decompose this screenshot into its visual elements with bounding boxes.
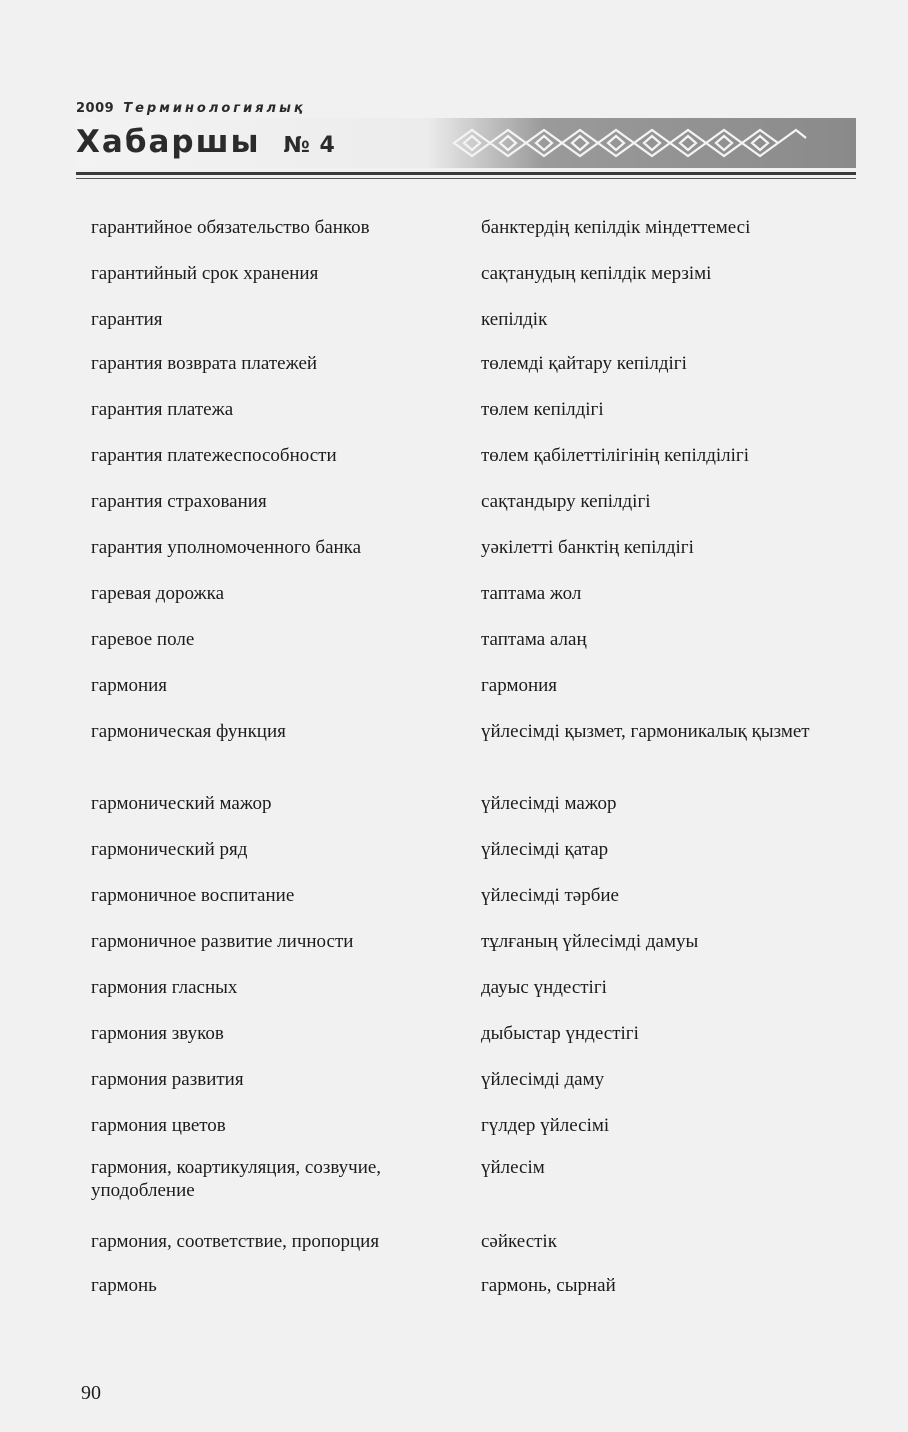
- term-russian: гарантия уполномоченного банка: [91, 537, 362, 558]
- header-year-series: [76, 101, 306, 116]
- journal-name: Хабаршы: [76, 124, 261, 160]
- term-kazakh: гармония: [481, 675, 558, 696]
- header-year: 2009: [76, 101, 115, 116]
- term-russian: гармоничное воспитание: [91, 885, 295, 906]
- term-kazakh: үйлесімді даму: [481, 1069, 605, 1090]
- term-kazakh: сақтандыру кепілдігі: [481, 491, 651, 512]
- term-russian: гармоничное развитие личности: [91, 931, 354, 952]
- term-kazakh: үйлесімді тәрбие: [481, 885, 619, 906]
- term-russian: гарантия платежеспособности: [91, 445, 337, 466]
- term-kazakh: уәкілетті банктің кепілдігі: [481, 537, 694, 558]
- term-kazakh: гармонь, сырнай: [481, 1275, 616, 1296]
- term-russian: гармония: [91, 675, 168, 696]
- term-russian: гармония, коартикуляция, созвучие, уподобление: [91, 1157, 382, 1201]
- term-russian: гармония цветов: [91, 1115, 226, 1136]
- term-kazakh: үйлесім: [481, 1157, 545, 1178]
- term-kazakh: төлем қабілеттілігінің кепілділігі: [481, 445, 749, 466]
- term-kazakh: кепілдік: [481, 309, 548, 330]
- term-kazakh: таптама алаң: [481, 629, 587, 650]
- term-russian: гарантия страхования: [91, 491, 267, 512]
- term-russian: гаревая дорожка: [91, 583, 224, 604]
- term-kazakh: үйлесімді қатар: [481, 839, 609, 860]
- term-kazakh: үйлесімді мажор: [481, 793, 617, 814]
- term-kazakh: үйлесімді қызмет, гармоникалық қызмет: [481, 721, 810, 742]
- term-kazakh: тұлғаның үйлесімді дамуы: [481, 931, 699, 952]
- term-kazakh: төлемді қайтару кепілдігі: [481, 353, 687, 374]
- ornament-pattern: [450, 122, 810, 164]
- term-russian: гармония звуков: [91, 1023, 224, 1044]
- issue-number: № 4: [283, 133, 336, 158]
- term-russian: гармонический мажор: [91, 793, 272, 814]
- header-rule-thick: [76, 172, 856, 175]
- term-russian: гарантия возврата платежей: [91, 353, 318, 374]
- term-russian: гарантийный срок хранения: [91, 263, 319, 284]
- term-kazakh: сақтанудың кепілдік мерзімі: [481, 263, 712, 284]
- header-series: Терминологиялық: [123, 101, 306, 116]
- term-russian: гарантийное обязательство банков: [91, 217, 370, 238]
- term-russian: гармония гласных: [91, 977, 238, 998]
- term-russian: гармоническая функция: [91, 721, 286, 742]
- term-kazakh: дауыс үндестігі: [481, 977, 607, 998]
- term-russian: гарантия: [91, 309, 163, 330]
- journal-title: [76, 124, 336, 160]
- term-kazakh: дыбыстар үндестігі: [481, 1023, 639, 1044]
- page-number: 90: [81, 1382, 101, 1404]
- term-kazakh: төлем кепілдігі: [481, 399, 604, 420]
- term-russian: гарантия платежа: [91, 399, 234, 420]
- term-russian: гармонический ряд: [91, 839, 248, 860]
- term-russian: гармонь: [91, 1275, 157, 1296]
- term-russian: гаревое поле: [91, 629, 195, 650]
- term-kazakh: сәйкестік: [481, 1231, 557, 1252]
- term-kazakh: банктердің кепілдік міндеттемесі: [481, 217, 751, 238]
- term-kazakh: гүлдер үйлесімі: [481, 1115, 610, 1136]
- term-russian: гармония развития: [91, 1069, 244, 1090]
- term-kazakh: таптама жол: [481, 583, 582, 604]
- term-russian: гармония, соответствие, пропорция: [91, 1231, 380, 1252]
- header-rule-thin: [76, 178, 856, 179]
